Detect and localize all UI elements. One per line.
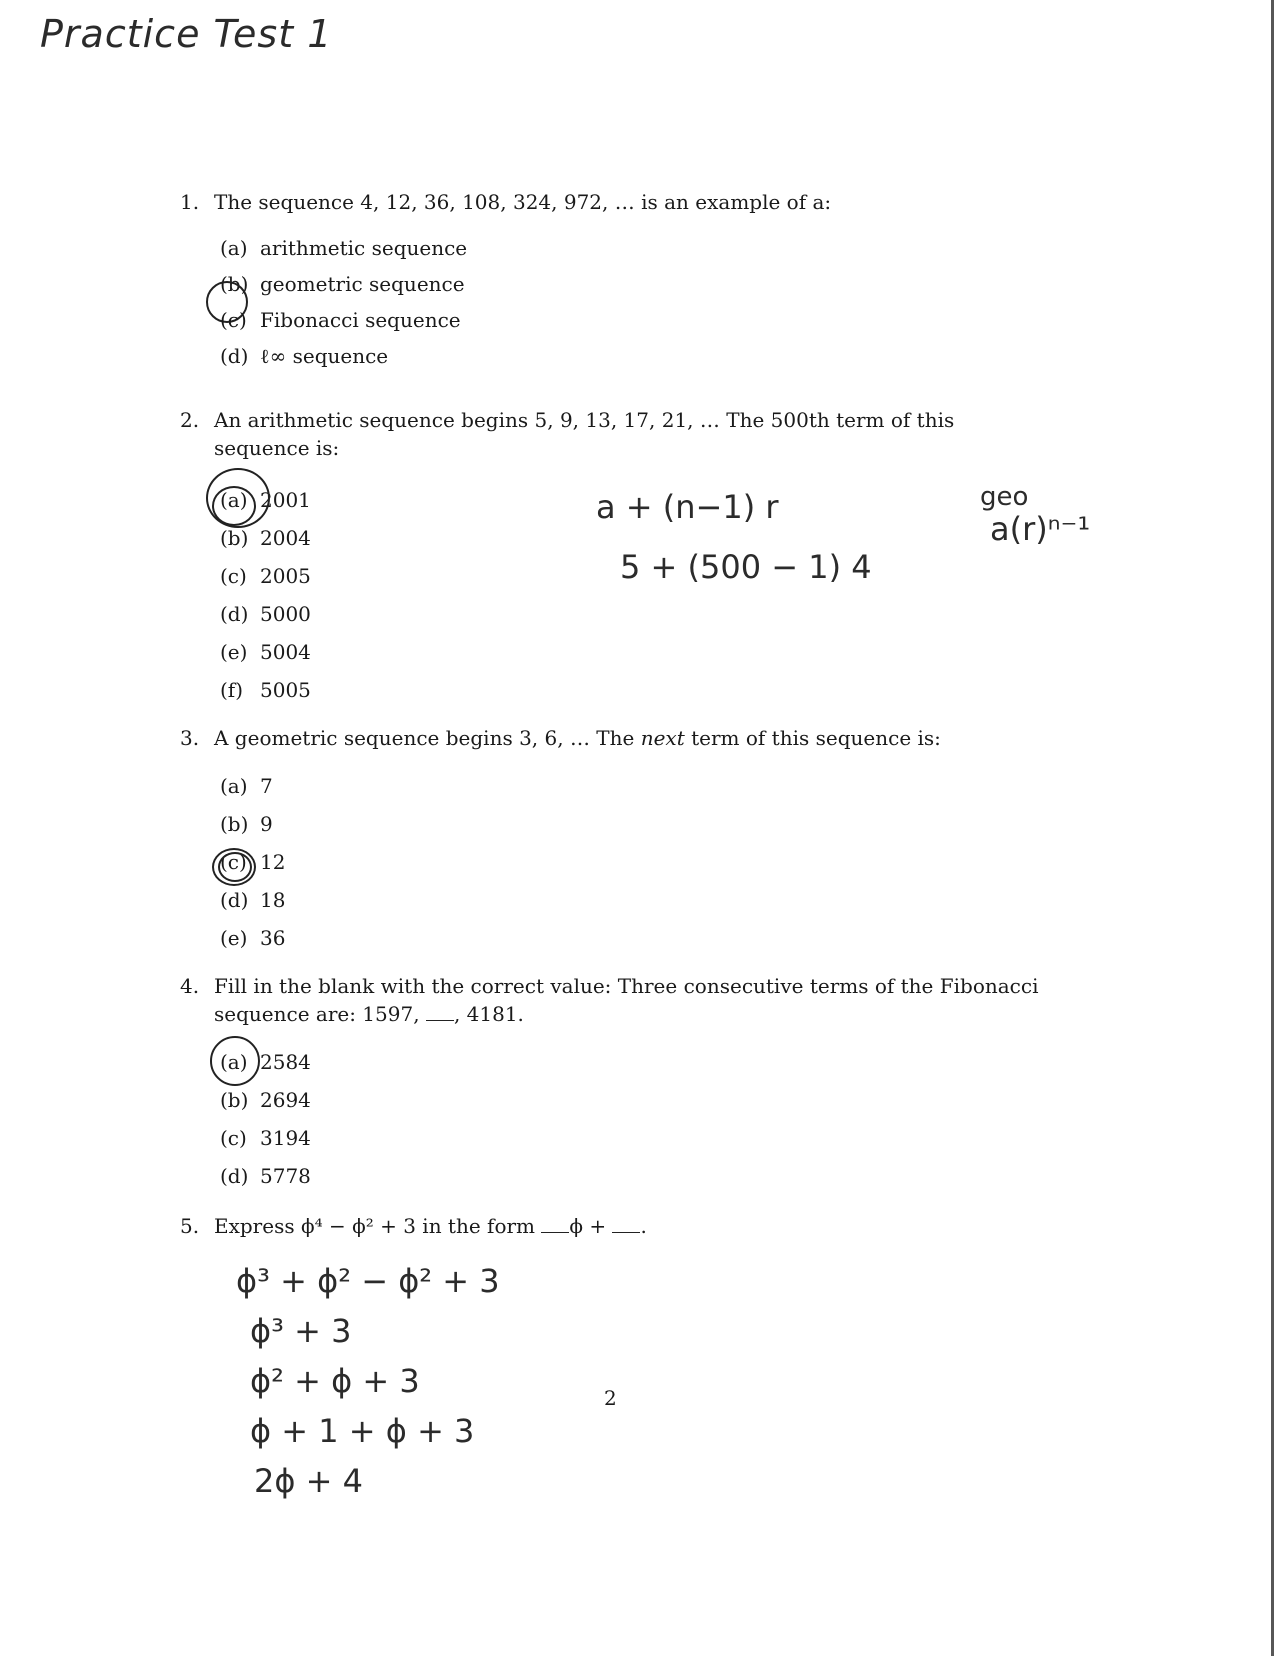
option-label: (d)	[220, 888, 249, 912]
option-text: 5004	[260, 640, 311, 664]
option-3b	[220, 812, 273, 836]
option-label: (e)	[220, 640, 248, 664]
question-text: A geometric sequence begins 3, 6, … The next term of this sequence is:	[214, 726, 941, 750]
option-label: (c)	[220, 308, 247, 332]
option-text: 9	[260, 812, 273, 836]
question-number: 5.	[180, 1214, 200, 1238]
option-text: 2005	[260, 564, 311, 588]
handwritten-geo-label: geo	[980, 482, 1029, 512]
option-3d	[220, 888, 285, 912]
handwritten-work-line-2: ϕ³ + 3	[250, 1312, 352, 1350]
option-label: (e)	[220, 926, 248, 950]
option-text: 36	[260, 926, 286, 950]
option-label: (d)	[220, 344, 249, 368]
handwritten-work-line-3: ϕ² + ϕ + 3	[250, 1362, 420, 1400]
question-text: The sequence 4, 12, 36, 108, 324, 972, … is an example of a:	[214, 190, 832, 214]
handwritten-geo-formula: a(r)ⁿ⁻¹	[990, 510, 1091, 548]
option-label: (c)	[220, 1126, 247, 1150]
question-number: 1.	[180, 190, 200, 214]
option-2f	[220, 678, 311, 702]
option-text: 5778	[260, 1164, 311, 1188]
option-label: (b)	[220, 526, 249, 550]
option-4b	[220, 1088, 311, 1112]
answer-circle-2a-inner	[212, 486, 256, 526]
question-text: Fill in the blank with the correct value: Three consecutive terms of the Fibonacci sequence are: 1597, , 4181.	[214, 974, 1039, 1026]
handwritten-work-line-1: ϕ³ + ϕ² − ϕ² + 3	[236, 1262, 500, 1300]
option-text: 7	[260, 774, 273, 798]
option-text: arithmetic sequence	[260, 236, 468, 260]
answer-circle-3c-inner	[218, 852, 252, 882]
option-text: geometric sequence	[260, 272, 465, 296]
option-label: (a)	[220, 236, 248, 260]
option-4d	[220, 1164, 311, 1188]
option-4c	[220, 1126, 311, 1150]
option-1d	[220, 344, 388, 369]
option-text: 2001	[260, 488, 311, 512]
option-2e	[220, 640, 311, 664]
question-number: 4.	[180, 974, 200, 998]
handwritten-formula-2: 5 + (500 − 1) 4	[620, 548, 872, 586]
option-text: 2694	[260, 1088, 311, 1112]
option-1b	[220, 272, 465, 296]
answer-blank-1	[541, 1232, 569, 1233]
option-label: (c)	[220, 850, 247, 874]
option-label: (a)	[220, 1050, 248, 1074]
option-text: ℓ∞ sequence	[260, 344, 389, 368]
option-label: (a)	[220, 488, 248, 512]
handwritten-formula-1: a + (n−1) r	[596, 488, 779, 526]
option-text: 2004	[260, 526, 311, 550]
option-label: (b)	[220, 1088, 249, 1112]
scan-edge-line	[1271, 0, 1274, 1656]
answer-circle-4a	[210, 1036, 260, 1086]
option-2c	[220, 564, 311, 588]
option-label: (c)	[220, 564, 247, 588]
option-label: (a)	[220, 774, 248, 798]
option-2b	[220, 526, 311, 550]
option-text: 3194	[260, 1126, 311, 1150]
answer-blank-2	[612, 1232, 640, 1233]
option-2d	[220, 602, 311, 626]
handwritten-work-line-5: 2ϕ + 4	[254, 1462, 363, 1500]
question-number: 3.	[180, 726, 200, 750]
option-text: 2584	[260, 1050, 311, 1074]
page-number: 2	[604, 1386, 617, 1410]
handwritten-title: Practice Test 1	[40, 12, 333, 56]
handwritten-work-line-4: ϕ + 1 + ϕ + 3	[250, 1412, 475, 1450]
option-text: 12	[260, 850, 286, 874]
option-label: (d)	[220, 1164, 249, 1188]
answer-blank	[426, 1020, 454, 1021]
option-label: (f)	[220, 678, 244, 702]
option-3a	[220, 774, 273, 798]
question-text: An arithmetic sequence begins 5, 9, 13, 17, 21, … The 500th term of this sequence is:	[214, 408, 955, 460]
option-text: 5005	[260, 678, 311, 702]
option-1a	[220, 236, 467, 260]
option-1c	[220, 308, 461, 332]
option-label: (b)	[220, 272, 249, 296]
option-text: 5000	[260, 602, 311, 626]
question-number: 2.	[180, 408, 200, 432]
option-text: 18	[260, 888, 286, 912]
question-text: Express ϕ⁴ − ϕ² + 3 in the form ϕ + .	[214, 1214, 647, 1238]
option-label: (b)	[220, 812, 249, 836]
option-label: (d)	[220, 602, 249, 626]
option-text: Fibonacci sequence	[260, 308, 461, 332]
option-3e	[220, 926, 285, 950]
